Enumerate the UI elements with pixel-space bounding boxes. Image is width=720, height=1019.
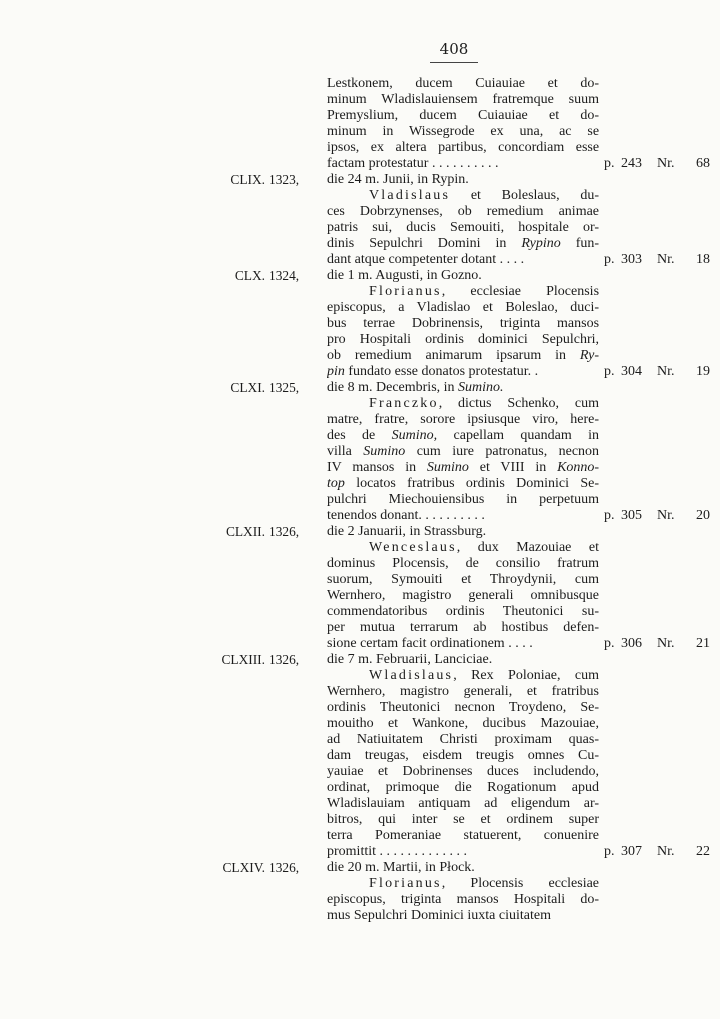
abstract-text: terra Pomeraniae statuerent, conuenire — [327, 828, 599, 843]
abstract-text: top locatos fratribus ordinis Dominici Se- — [327, 476, 599, 491]
text-line — [0, 364, 720, 380]
text-line — [0, 252, 720, 268]
charter-year: 1326, — [269, 652, 300, 667]
text-line — [0, 220, 720, 236]
reference-nr: Nr. — [657, 508, 675, 523]
text-line — [0, 684, 720, 700]
reference-num: 20 — [696, 508, 710, 523]
reference-nr: Nr. — [657, 364, 675, 379]
abstract-text: sione certam facit ordinationem . . . . — [327, 636, 533, 651]
text-line — [0, 316, 720, 332]
text-line — [0, 268, 720, 284]
text-line — [0, 796, 720, 812]
text-line — [0, 396, 720, 412]
issuer-name: Wladislaus — [369, 668, 454, 683]
reference-page: 306 — [621, 636, 642, 651]
abstract-text: matre, fratre, sorore ipsiusque viro, here- — [327, 412, 599, 427]
abstract-text: factam protestatur . . . . . . . . . . — [327, 156, 499, 171]
abstract-text: minum in Wissegrode ex una, ac se — [327, 124, 599, 139]
text-line — [0, 716, 720, 732]
text-line — [0, 588, 720, 604]
text-line — [0, 620, 720, 636]
abstract-text: promittit . . . . . . . . . . . . . — [327, 844, 467, 859]
text-line — [0, 700, 720, 716]
abstract-text: ad Natiuitatem Christi proximam quas- — [327, 732, 599, 747]
reference-p: p. — [604, 364, 615, 379]
text-line — [0, 492, 720, 508]
text-line — [0, 380, 720, 396]
reference-page: 305 — [621, 508, 642, 523]
text-line — [0, 412, 720, 428]
abstract-text: tenendos donant. . . . . . . . . . — [327, 508, 485, 523]
text-line — [0, 652, 720, 668]
text-line — [0, 300, 720, 316]
text-line — [0, 572, 720, 588]
abstract-text: Premyslium, ducem Cuiauiae et do- — [327, 108, 599, 123]
text-line — [0, 876, 720, 892]
charter-number: CLIX. — [230, 172, 265, 187]
date-place: die 20 m. Martii, in Płock. — [327, 860, 475, 875]
issuer-name: Florianus — [369, 876, 442, 891]
abstract-text: Florianus, Plocensis ecclesiae — [369, 876, 599, 891]
abstract-text: suorum, Symouiti et Throydynii, cum — [327, 572, 599, 587]
abstract-text: des de Sumino, capellam quandam in — [327, 428, 599, 443]
text-line — [0, 524, 720, 540]
text-line — [0, 540, 720, 556]
text-line — [0, 284, 720, 300]
reference-page: 304 — [621, 364, 642, 379]
abstract-text: Wladislaus, Rex Poloniae, cum — [369, 668, 599, 683]
charter-year: 1325, — [269, 380, 300, 395]
reference-num: 18 — [696, 252, 710, 267]
reference-p: p. — [604, 636, 615, 651]
abstract-text: ipsos, ex altera partibus, concordiam esse — [327, 140, 599, 155]
abstract-text: patris sui, ducis Semouiti, hospitale or- — [327, 220, 599, 235]
charter-number: CLXIV. — [222, 860, 265, 875]
date-place: die 1 m. Augusti, in Gozno. — [327, 268, 482, 283]
reference-num: 21 — [696, 636, 710, 651]
reference-nr: Nr. — [657, 636, 675, 651]
date-place: die 24 m. Junii, in Rypin. — [327, 172, 469, 187]
abstract-text: yauiae et Dobrinenses duces includendo, — [327, 764, 599, 779]
text-line — [0, 604, 720, 620]
reference-num: 68 — [696, 156, 710, 171]
text-line — [0, 124, 720, 140]
text-line — [0, 892, 720, 908]
text-line — [0, 156, 720, 172]
abstract-text: per mutua terrarum ab hostibus defen- — [327, 620, 599, 635]
reference-num: 22 — [696, 844, 710, 859]
regest-entry — [0, 172, 720, 268]
abstract-text: Florianus, ecclesiae Plocensis — [369, 284, 599, 299]
abstract-text: ordinat, primoque die Rogationum apud — [327, 780, 599, 795]
reference-nr: Nr. — [657, 844, 675, 859]
issuer-name: Wenceslaus — [369, 540, 457, 555]
issuer-name: Florianus — [369, 284, 442, 299]
text-line — [0, 444, 720, 460]
abstract-text: Lestkonem, ducem Cuiauiae et do- — [327, 76, 599, 91]
reference-nr: Nr. — [657, 252, 675, 267]
reference-nr: Nr. — [657, 156, 675, 171]
abstract-text: dant atque competenter dotant . . . . — [327, 252, 525, 267]
text-line — [0, 204, 720, 220]
abstract-text: minum Wladislauiensem fratremque suum — [327, 92, 599, 107]
charter-year: 1326, — [269, 524, 300, 539]
abstract-text: bus terrae Dobrinensis, triginta mansos — [327, 316, 599, 331]
text-line — [0, 476, 720, 492]
text-line — [0, 108, 720, 124]
abstract-text: ordinis Theutonici necnon Troydeno, Se- — [327, 700, 599, 715]
text-line — [0, 764, 720, 780]
date-place: die 8 m. Decembris, in Sumino. — [327, 380, 504, 395]
issuer-name: Vladislaus — [369, 188, 451, 203]
abstract-text: Wernhero, magistro generali omnibusque — [327, 588, 599, 603]
reference-page: 303 — [621, 252, 642, 267]
text-line — [0, 348, 720, 364]
abstract-text: pro Hospitali ordinis dominici Sepulchri, — [327, 332, 599, 347]
date-place: die 7 m. Februarii, Lanciciae. — [327, 652, 493, 667]
regest-entry — [0, 524, 720, 652]
abstract-text: Wenceslaus, dux Mazouiae et — [369, 540, 599, 555]
regest-entry — [0, 268, 720, 380]
abstract-text: mouitho et Wankone, ducibus Mazouiae, — [327, 716, 599, 731]
text-line — [0, 860, 720, 876]
abstract-text: Wernhero, magistro generali, et fratribus — [327, 684, 599, 699]
regest-entry — [0, 860, 720, 924]
text-line — [0, 332, 720, 348]
regest-entry — [0, 380, 720, 524]
abstract-text: ob remedium animarum ipsarum in Ry- — [327, 348, 599, 363]
abstract-text: dinis Sepulchri Domini in Rypino fun- — [327, 236, 599, 251]
reference-p: p. — [604, 508, 615, 523]
text-line — [0, 428, 720, 444]
regest-entry — [0, 76, 720, 172]
text-line — [0, 92, 720, 108]
text-line — [0, 172, 720, 188]
reference-p: p. — [604, 252, 615, 267]
charter-year: 1326, — [269, 860, 300, 875]
abstract-text: Franczko, dictus Schenko, cum — [369, 396, 599, 411]
text-line — [0, 460, 720, 476]
abstract-text: dam treugas, eisdem treugis omnes Cu- — [327, 748, 599, 763]
abstract-text: pulchri Miechouiensibus in perpetuum — [327, 492, 599, 507]
charter-number: CLX. — [234, 268, 265, 283]
text-line — [0, 76, 720, 92]
reference-p: p. — [604, 844, 615, 859]
charter-number: CLXI. — [230, 380, 265, 395]
regesta-list — [0, 76, 720, 924]
page-number: 408 — [430, 39, 478, 63]
abstract-text: episcopus, a Vladislao et Boleslao, duci- — [327, 300, 599, 315]
text-line — [0, 636, 720, 652]
abstract-text: Wladislauiam antiquam ad eligendum ar- — [327, 796, 599, 811]
charter-number: CLXIII. — [221, 652, 265, 667]
text-line — [0, 908, 720, 924]
abstract-text: Vladislaus et Boleslaus, du- — [369, 188, 599, 203]
abstract-text: IV mansos in Sumino et VIII in Konno- — [327, 460, 599, 475]
text-line — [0, 556, 720, 572]
text-line — [0, 732, 720, 748]
text-line — [0, 508, 720, 524]
issuer-name: Franczko — [369, 396, 439, 411]
charter-number: CLXII. — [225, 524, 265, 539]
reference-p: p. — [604, 156, 615, 171]
charter-year: 1323, — [269, 172, 300, 187]
abstract-text: pin fundato esse donatos protestatur. . — [327, 364, 539, 379]
text-line — [0, 140, 720, 156]
abstract-text: dominus Plocensis, de consilio fratrum — [327, 556, 599, 571]
abstract-text: ces Dobrzynenses, ob remedium animae — [327, 204, 599, 219]
text-line — [0, 668, 720, 684]
regest-entry — [0, 652, 720, 860]
charter-year: 1324, — [269, 268, 300, 283]
text-line — [0, 188, 720, 204]
text-line — [0, 844, 720, 860]
text-line — [0, 828, 720, 844]
date-place: die 2 Januarii, in Strassburg. — [327, 524, 487, 539]
reference-page: 307 — [621, 844, 642, 859]
reference-page: 243 — [621, 156, 642, 171]
abstract-text: episcopus, triginta mansos Hospitali do- — [327, 892, 599, 907]
reference-num: 19 — [696, 364, 710, 379]
text-line — [0, 748, 720, 764]
abstract-text: villa Sumino cum iure patronatus, necnon — [327, 444, 599, 459]
abstract-text: mus Sepulchri Dominici iuxta ciuitatem — [327, 908, 551, 923]
text-line — [0, 780, 720, 796]
text-line — [0, 812, 720, 828]
abstract-text: bitros, qui inter se et ordinem super — [327, 812, 599, 827]
abstract-text: commendatoribus ordinis Theutonici su- — [327, 604, 599, 619]
text-line — [0, 236, 720, 252]
